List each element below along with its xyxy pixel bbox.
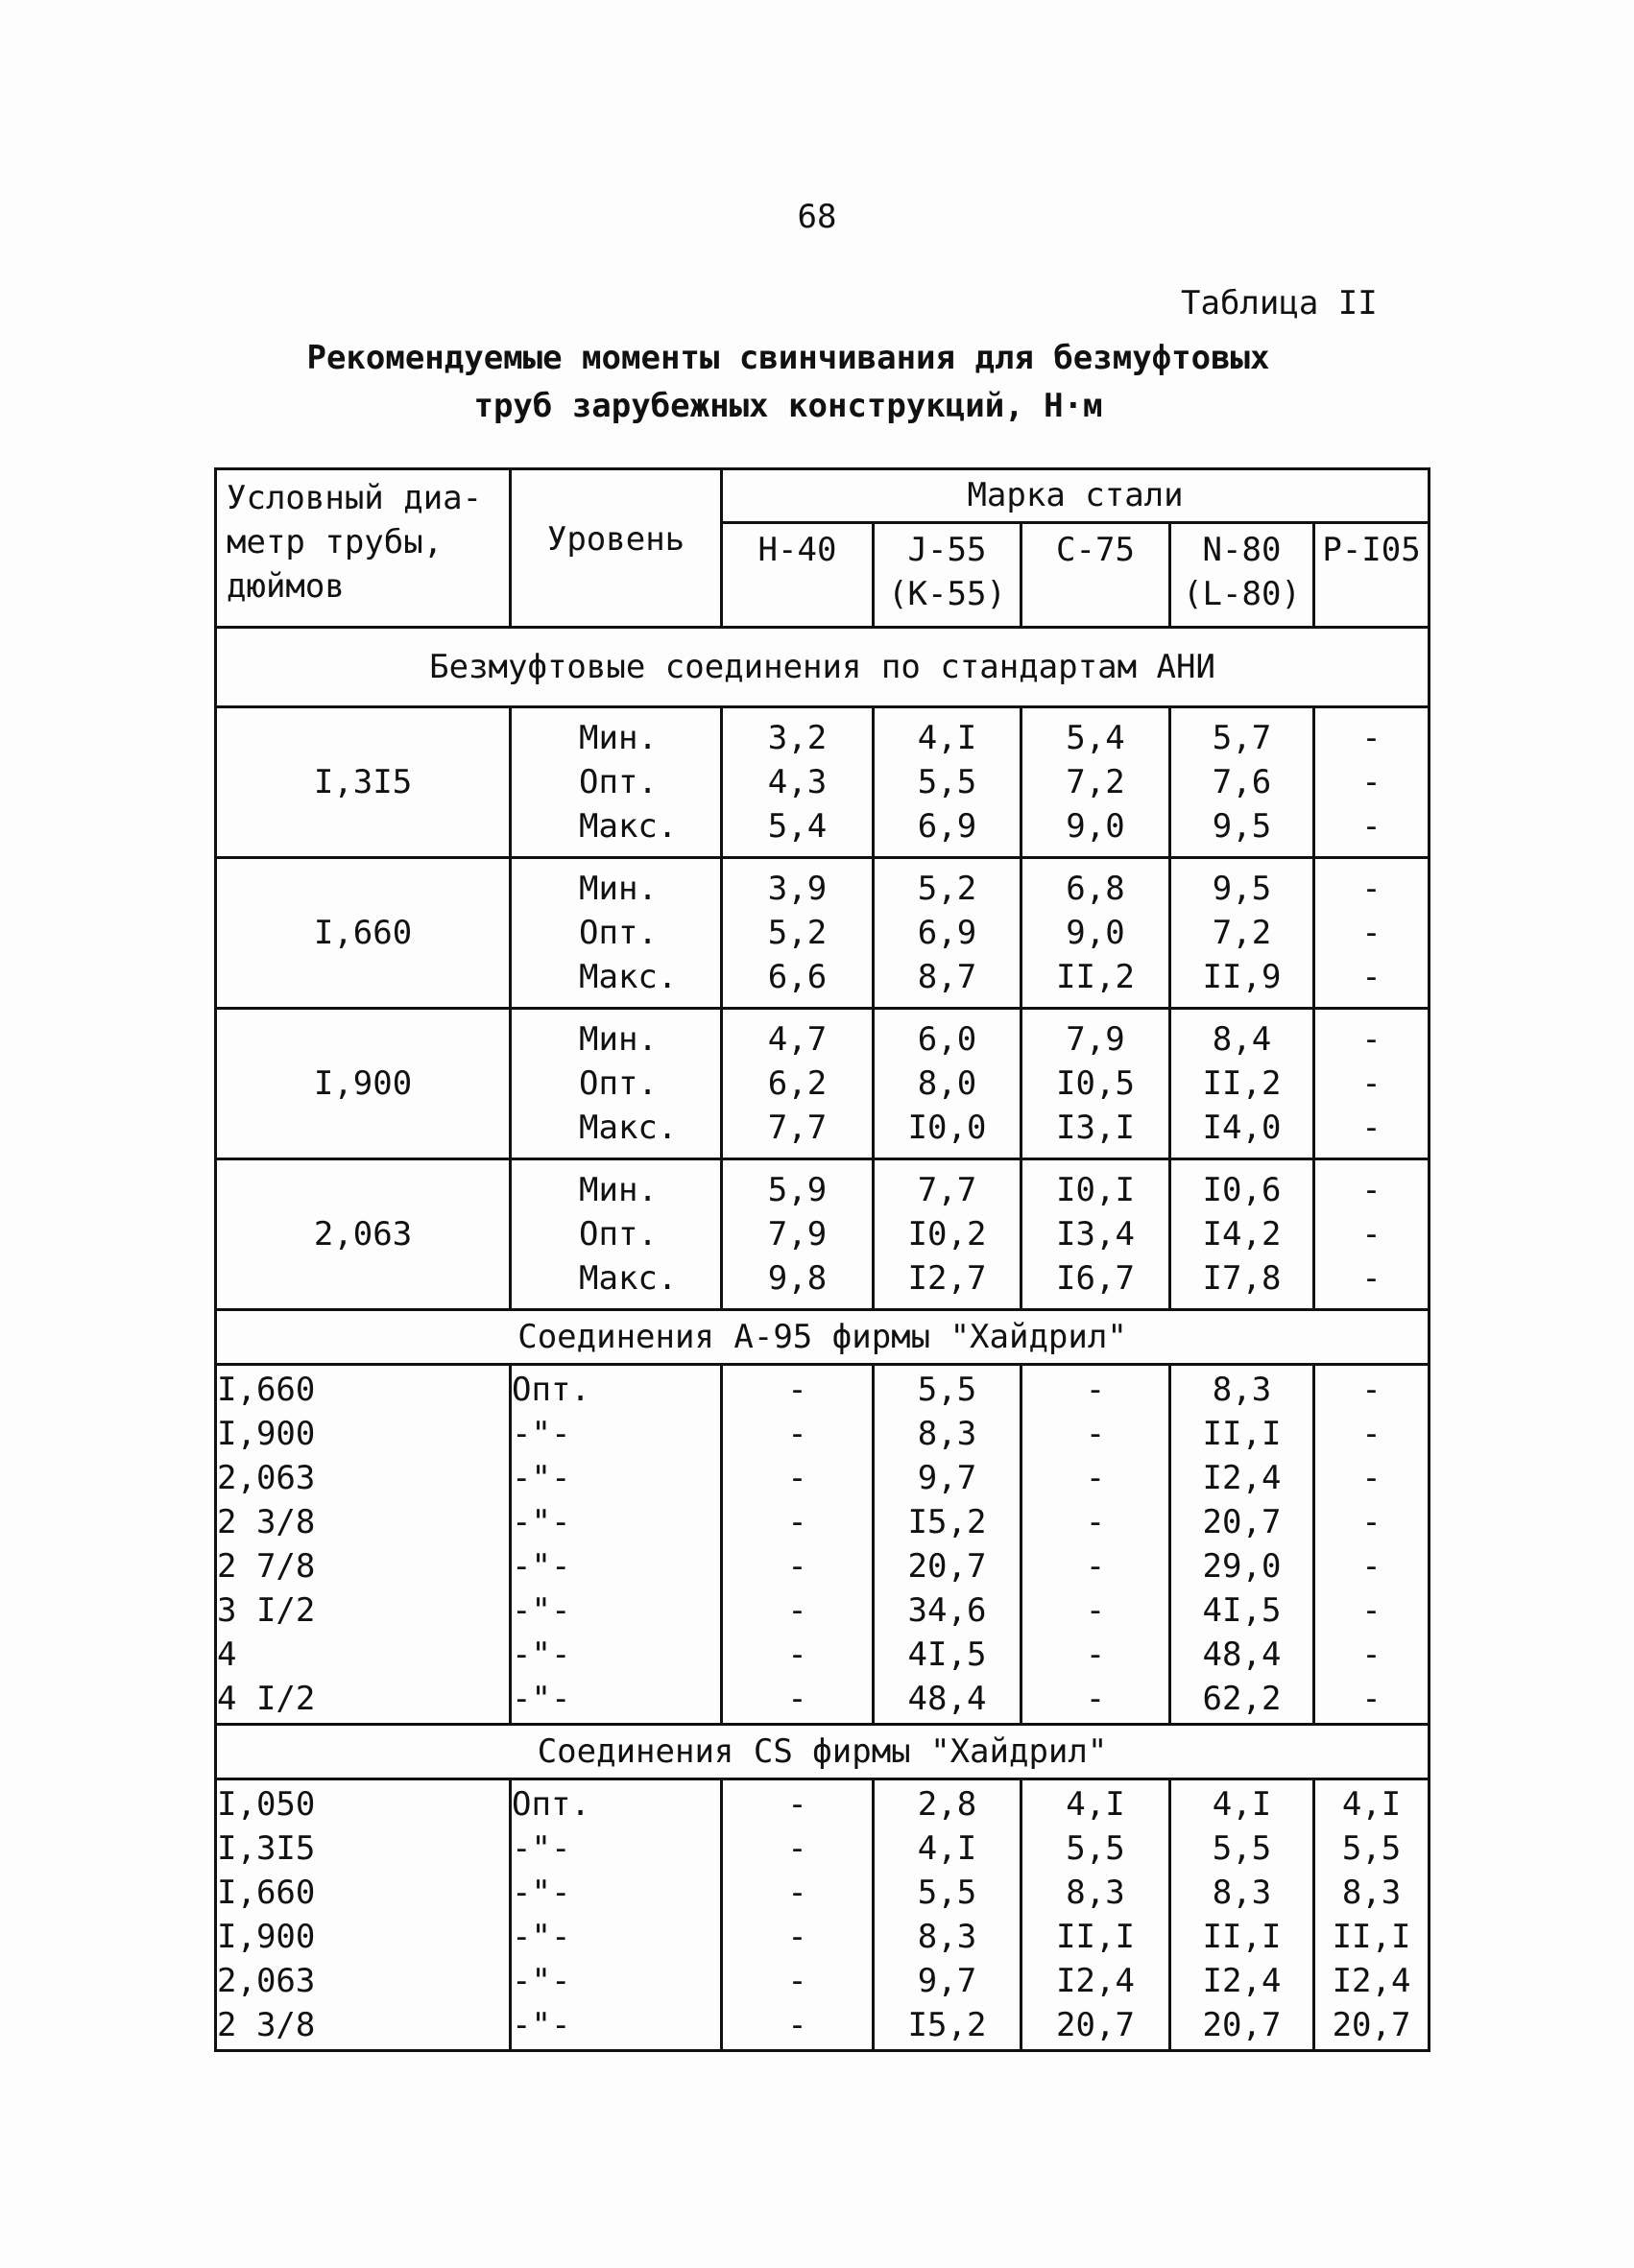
level-value: Мин.: [579, 870, 658, 908]
diameter-value: 2 3/8: [217, 2006, 316, 2044]
torque-value: -: [1085, 1591, 1106, 1630]
torque-value: I0,I: [1056, 1171, 1135, 1209]
torque-value: -: [1361, 1680, 1382, 1718]
torque-value: I0,0: [907, 1109, 987, 1147]
torque-value: -: [1361, 914, 1382, 952]
torque-value: 5,5: [917, 763, 977, 801]
diameter-value: I,900: [217, 1415, 316, 1453]
torque-value: -: [1361, 870, 1382, 908]
level-cell: [511, 1009, 722, 1159]
section-title-cs: Соединения CS фирмы "Хайдрил": [216, 1725, 1430, 1779]
torque-value: 9,7: [917, 1962, 977, 2000]
torque-value: -: [1361, 1171, 1382, 1209]
level-value: Опт.: [512, 1371, 590, 1409]
torque-value: 6,9: [917, 914, 977, 952]
torque-value: 8,4: [1212, 1020, 1272, 1059]
torque-value: -: [787, 1680, 807, 1718]
torque-value: -: [787, 1415, 807, 1453]
diameter-value: 2 3/8: [217, 1503, 316, 1541]
grade-line: N-80: [1202, 531, 1282, 570]
page-number: 68: [797, 198, 837, 236]
torque-value: 9,5: [1212, 807, 1272, 846]
torque-value: 5,5: [1341, 1829, 1402, 1868]
torque-value: 5,5: [1066, 1829, 1125, 1868]
value-cell: [874, 1159, 1021, 1310]
value-cell: [874, 707, 1021, 858]
diameter-cell: I,900: [216, 1009, 511, 1159]
value-list: [1314, 1779, 1430, 2051]
table-row-group: [216, 707, 1430, 858]
torque-value: -: [787, 1962, 807, 2000]
table-caption: [0, 334, 1576, 430]
torque-value: 48,4: [907, 1680, 987, 1718]
torque-value: 5,5: [1212, 1829, 1272, 1868]
torque-value: 7,6: [1212, 763, 1272, 801]
torque-value: 6,9: [917, 807, 977, 846]
torque-value: 5,2: [767, 914, 828, 952]
level-value: -"-: [512, 1874, 571, 1912]
torque-value: II,9: [1202, 958, 1282, 996]
header-diameter-line: дюймов: [227, 567, 345, 606]
torque-value: 6,0: [917, 1020, 977, 1059]
level-value: -"-: [512, 1962, 571, 2000]
header-grade-j55: [874, 523, 1021, 628]
grade-line: Р-I05: [1322, 531, 1421, 570]
value-cell: [1170, 1159, 1314, 1310]
torque-value: 9,5: [1212, 870, 1272, 908]
torque-value: 8,3: [917, 1918, 977, 1956]
caption-line-2: труб зарубежных конструкций, Н·м: [473, 387, 1103, 425]
torque-table: [214, 467, 1430, 2052]
value-cell: [722, 707, 874, 858]
torque-value: -: [1085, 1503, 1106, 1541]
torque-value: 9,7: [917, 1459, 977, 1497]
header-level: Уровень: [511, 469, 722, 628]
torque-value: I3,I: [1056, 1109, 1135, 1147]
torque-value: 34,6: [907, 1591, 987, 1630]
torque-value: -: [1361, 719, 1382, 757]
level-value: Макс.: [579, 807, 678, 846]
value-cell: [1314, 1009, 1430, 1159]
level-value: -"-: [512, 1547, 571, 1586]
level-value: -"-: [512, 1503, 571, 1541]
value-list: [1170, 1365, 1314, 1725]
value-cell: [1170, 1009, 1314, 1159]
torque-value: I2,4: [1202, 1459, 1282, 1497]
level-value: -"-: [512, 1591, 571, 1630]
torque-value: -: [1085, 1459, 1106, 1497]
grade-line: (К-55): [888, 575, 1006, 614]
torque-value: I7,8: [1202, 1259, 1282, 1298]
value-cell: [722, 1009, 874, 1159]
torque-value: I2,4: [1056, 1962, 1135, 2000]
diameter-value: I,050: [217, 1785, 316, 1824]
torque-value: -: [1361, 1591, 1382, 1630]
table-row-block: [216, 1365, 1430, 1725]
level-value: Макс.: [579, 1259, 678, 1298]
torque-value: 5,4: [767, 807, 828, 846]
value-list: [874, 1365, 1021, 1725]
torque-value: -: [787, 1459, 807, 1497]
header-steel-grade: Марка стали: [722, 469, 1430, 523]
torque-value: 3,2: [767, 719, 828, 757]
torque-value: 4I,5: [1202, 1591, 1282, 1630]
torque-value: 62,2: [1202, 1680, 1282, 1718]
table-row-group: [216, 1159, 1430, 1310]
torque-value: -: [1361, 1503, 1382, 1541]
torque-value: -: [1361, 1547, 1382, 1586]
torque-value: II,2: [1056, 958, 1135, 996]
torque-value: I2,4: [1332, 1962, 1411, 2000]
torque-value: 4,I: [917, 1829, 977, 1868]
torque-value: 7,7: [767, 1109, 828, 1147]
torque-value: -: [1361, 763, 1382, 801]
torque-value: 4,3: [767, 763, 828, 801]
torque-value: I5,2: [907, 1503, 987, 1541]
torque-value: 7,2: [1066, 763, 1125, 801]
header-diameter-line: метр трубы,: [227, 523, 444, 561]
torque-value: 8,3: [917, 1415, 977, 1453]
torque-value: -: [1361, 1415, 1382, 1453]
torque-value: -: [787, 1371, 807, 1409]
torque-value: 20,7: [1202, 1503, 1282, 1541]
torque-value: 6,2: [767, 1064, 828, 1103]
torque-value: 48,4: [1202, 1635, 1282, 1674]
torque-value: 6,8: [1066, 870, 1125, 908]
torque-value: -: [1085, 1635, 1106, 1674]
torque-value: 20,7: [907, 1547, 987, 1586]
torque-value: 3,9: [767, 870, 828, 908]
torque-value: 9,0: [1066, 914, 1125, 952]
torque-value: 8,3: [1212, 1874, 1272, 1912]
diameter-value: I,900: [217, 1918, 316, 1956]
torque-value: -: [787, 1547, 807, 1586]
value-list: [874, 1779, 1021, 2051]
value-cell: [874, 858, 1021, 1009]
value-cell: [874, 1009, 1021, 1159]
header-grade-c75: [1021, 523, 1170, 628]
table-row-block: [216, 1779, 1430, 2051]
torque-value: I4,0: [1202, 1109, 1282, 1147]
value-cell: [1021, 1009, 1170, 1159]
diameter-value: 2,063: [217, 1962, 316, 2000]
torque-value: II,I: [1332, 1918, 1411, 1956]
torque-value: -: [787, 1503, 807, 1541]
value-list: [722, 1779, 874, 2051]
level-value: Опт.: [579, 1215, 658, 1253]
diameter-list: [216, 1779, 511, 2051]
torque-value: -: [1085, 1415, 1106, 1453]
torque-value: II,2: [1202, 1064, 1282, 1103]
section-title-api: Безмуфтовые соединения по стандартам АНИ: [216, 628, 1430, 707]
torque-value: I3,4: [1056, 1215, 1135, 1253]
torque-value: 5,5: [917, 1874, 977, 1912]
level-list: [511, 1779, 722, 2051]
level-value: Опт.: [512, 1785, 590, 1824]
level-value: Мин.: [579, 719, 658, 757]
value-list: [1021, 1365, 1170, 1725]
level-value: -"-: [512, 1829, 571, 1868]
value-list: [1170, 1779, 1314, 2051]
value-cell: [1314, 707, 1430, 858]
torque-value: I0,6: [1202, 1171, 1282, 1209]
level-value: Опт.: [579, 1064, 658, 1103]
level-value: -"-: [512, 1635, 571, 1674]
table-label: Таблица II: [1181, 284, 1378, 322]
torque-value: -: [1085, 1547, 1106, 1586]
torque-value: 8,3: [1212, 1371, 1272, 1409]
torque-value: -: [1361, 1635, 1382, 1674]
torque-value: I2,4: [1202, 1962, 1282, 2000]
level-cell: [511, 1159, 722, 1310]
torque-value: 8,3: [1341, 1874, 1402, 1912]
torque-value: I2,7: [907, 1259, 987, 1298]
diameter-value: 4: [217, 1635, 237, 1674]
torque-value: 4,I: [1066, 1785, 1125, 1824]
torque-value: 6,6: [767, 958, 828, 996]
header-diameter-line: Условный диа-: [227, 479, 483, 517]
torque-value: -: [1361, 807, 1382, 846]
torque-value: -: [1085, 1680, 1106, 1718]
torque-value: II,I: [1056, 1918, 1135, 1956]
torque-value: -: [1361, 1371, 1382, 1409]
level-value: Макс.: [579, 1109, 678, 1147]
torque-value: 2,8: [917, 1785, 977, 1824]
diameter-value: I,660: [217, 1371, 316, 1409]
torque-value: 20,7: [1332, 2006, 1411, 2044]
value-cell: [1021, 858, 1170, 1009]
torque-value: -: [1361, 1064, 1382, 1103]
level-value: -"-: [512, 2006, 571, 2044]
torque-value: -: [787, 1591, 807, 1630]
value-cell: [1170, 707, 1314, 858]
header-grade-n80: [1170, 523, 1314, 628]
torque-value: -: [1361, 1215, 1382, 1253]
level-cell: [511, 707, 722, 858]
torque-value: -: [787, 2006, 807, 2044]
level-value: Опт.: [579, 914, 658, 952]
level-value: -"-: [512, 1459, 571, 1497]
value-cell: [722, 858, 874, 1009]
torque-value: 5,2: [917, 870, 977, 908]
torque-value: 29,0: [1202, 1547, 1282, 1586]
grade-line: J-55: [907, 531, 987, 570]
torque-value: II,I: [1202, 1415, 1282, 1453]
grade-line: С-75: [1056, 531, 1135, 570]
torque-value: 20,7: [1056, 2006, 1135, 2044]
torque-value: I0,5: [1056, 1064, 1135, 1103]
level-value: Опт.: [579, 763, 658, 801]
torque-value: -: [1361, 1259, 1382, 1298]
torque-value: -: [1085, 1371, 1106, 1409]
torque-value: -: [787, 1635, 807, 1674]
table-row-group: [216, 1009, 1430, 1159]
value-cell: [1021, 707, 1170, 858]
torque-value: -: [1361, 1109, 1382, 1147]
torque-value: -: [787, 1874, 807, 1912]
caption-line-1: Рекомендуемые моменты свинчивания для безмуфтовых: [306, 339, 1270, 377]
torque-value: 5,9: [767, 1171, 828, 1209]
torque-value: 8,3: [1066, 1874, 1125, 1912]
torque-value: 7,7: [917, 1171, 977, 1209]
torque-value: 7,9: [767, 1215, 828, 1253]
torque-value: -: [1361, 958, 1382, 996]
diameter-cell: I,660: [216, 858, 511, 1009]
level-value: Макс.: [579, 958, 678, 996]
value-list: [1021, 1779, 1170, 2051]
torque-value: -: [1361, 1459, 1382, 1497]
header-diameter: [216, 469, 511, 628]
torque-value: 4,7: [767, 1020, 828, 1059]
section-title-a95: Соединения А-95 фирмы "Хайдрил": [216, 1310, 1430, 1365]
value-cell: [722, 1159, 874, 1310]
level-cell: [511, 858, 722, 1009]
torque-value: 9,0: [1066, 807, 1125, 846]
torque-value: 20,7: [1202, 2006, 1282, 2044]
value-cell: [1021, 1159, 1170, 1310]
torque-value: II,I: [1202, 1918, 1282, 1956]
torque-value: 5,4: [1066, 719, 1125, 757]
level-value: -"-: [512, 1415, 571, 1453]
value-cell: [1314, 1159, 1430, 1310]
torque-value: 7,2: [1212, 914, 1272, 952]
header-grade-p105: [1314, 523, 1430, 628]
level-list: [511, 1365, 722, 1725]
value-cell: [1314, 858, 1430, 1009]
diameter-value: 2 7/8: [217, 1547, 316, 1586]
torque-value: I0,2: [907, 1215, 987, 1253]
torque-value: I6,7: [1056, 1259, 1135, 1298]
diameter-value: 3 I/2: [217, 1591, 316, 1630]
torque-value: I4,2: [1202, 1215, 1282, 1253]
diameter-value: I,3I5: [217, 1829, 316, 1868]
grade-line: Н-40: [757, 531, 837, 570]
level-value: -"-: [512, 1918, 571, 1956]
torque-value: 4,I: [1341, 1785, 1402, 1824]
torque-value: 4I,5: [907, 1635, 987, 1674]
value-list: [1314, 1365, 1430, 1725]
diameter-list: [216, 1365, 511, 1725]
diameter-value: 4 I/2: [217, 1680, 316, 1718]
grade-line: (L-80): [1183, 575, 1301, 614]
torque-value: 8,7: [917, 958, 977, 996]
torque-value: -: [787, 1918, 807, 1956]
torque-value: 4,I: [917, 719, 977, 757]
torque-value: 4,I: [1212, 1785, 1272, 1824]
torque-value: -: [787, 1785, 807, 1824]
diameter-value: 2,063: [217, 1459, 316, 1497]
diameter-cell: I,3I5: [216, 707, 511, 858]
diameter-value: I,660: [217, 1874, 316, 1912]
table-row-group: [216, 858, 1430, 1009]
torque-value: -: [1361, 1020, 1382, 1059]
torque-value: 7,9: [1066, 1020, 1125, 1059]
level-value: -"-: [512, 1680, 571, 1718]
level-value: Мин.: [579, 1171, 658, 1209]
value-cell: [1170, 858, 1314, 1009]
torque-value: 5,5: [917, 1371, 977, 1409]
torque-value: 9,8: [767, 1259, 828, 1298]
torque-value: 5,7: [1212, 719, 1272, 757]
level-value: Мин.: [579, 1020, 658, 1059]
torque-value: I5,2: [907, 2006, 987, 2044]
header-grade-h40: [722, 523, 874, 628]
torque-value: 8,0: [917, 1064, 977, 1103]
torque-value: -: [787, 1829, 807, 1868]
value-list: [722, 1365, 874, 1725]
diameter-cell: 2,063: [216, 1159, 511, 1310]
